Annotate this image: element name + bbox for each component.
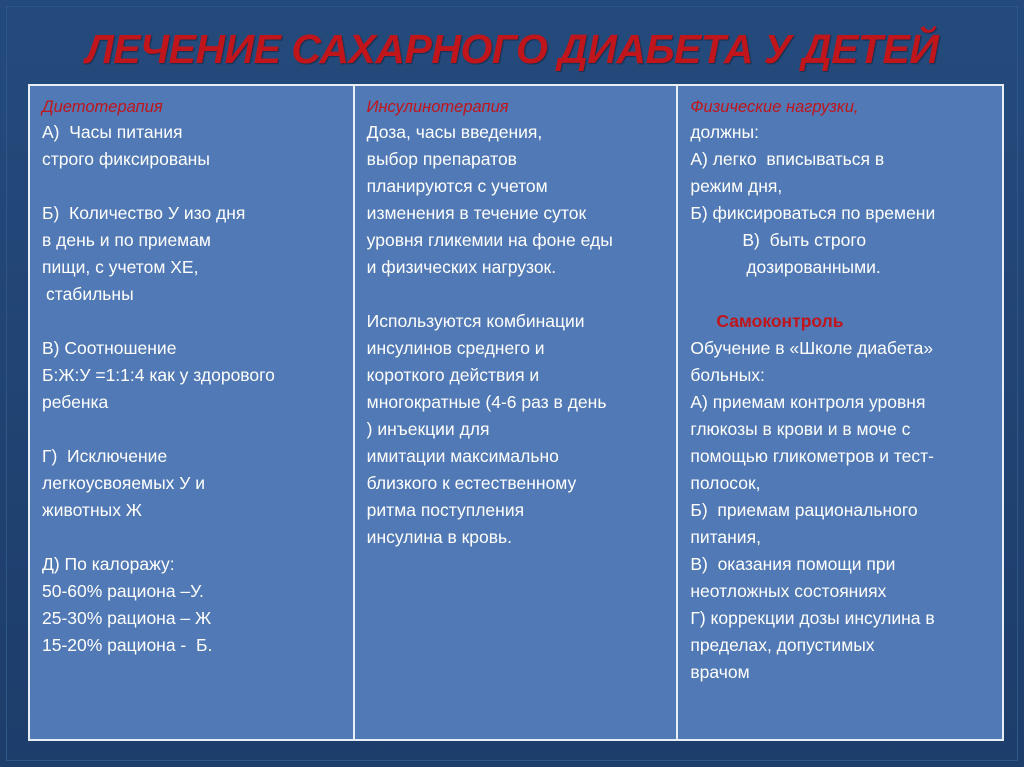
diet-line: А) Часы питания	[42, 122, 183, 142]
self-control-line: полосок,	[690, 473, 761, 493]
insulin-line: уровня гликемии на фоне еды	[366, 230, 613, 250]
diet-line: строго фиксированы	[42, 149, 210, 169]
self-control-line: Г) коррекции дозы инсулина в	[690, 608, 935, 628]
activity-line: режим дня,	[690, 176, 783, 196]
diet-line: в день и по приемам	[42, 230, 211, 250]
activity-line: Б) фиксироваться по времени	[690, 203, 936, 223]
diet-line: 50-60% рациона –У.	[42, 581, 204, 601]
insulin-line: изменения в течение суток	[366, 203, 587, 223]
activity-line: дозированными.	[746, 257, 881, 277]
activity-line: В) быть строго	[742, 230, 867, 250]
diet-therapy-header: Диетотерапия	[42, 98, 163, 116]
diet-line: стабильны	[46, 284, 134, 304]
diet-line: 25-30% рациона – Ж	[42, 608, 212, 628]
insulin-line: и физических нагрузок.	[366, 257, 557, 277]
self-control-line: больных:	[690, 365, 765, 385]
self-control-line: А) приемам контроля уровня	[690, 392, 926, 412]
diet-line: легкоусвояемых У и	[42, 473, 206, 493]
self-control-line: пределах, допустимых	[690, 635, 875, 655]
diet-line: Б:Ж:У =1:1:4 как у здорового	[42, 365, 275, 385]
diet-line: ребенка	[42, 392, 109, 412]
diet-line: пищи, с учетом ХЕ,	[42, 257, 199, 277]
self-control-line: неотложных состояниях	[690, 581, 887, 601]
insulin-line: многократные (4-6 раз в день	[366, 392, 607, 412]
physical-activity-column	[678, 86, 1002, 739]
insulin-line: Доза, часы введения,	[366, 122, 543, 142]
self-control-line: Обучение в «Школе диабета»	[690, 338, 934, 358]
treatment-table	[28, 84, 1004, 741]
insulin-line: планируются с учетом	[366, 176, 548, 196]
diet-line: Б) Количество У изо дня	[42, 203, 246, 223]
self-control-line: врачом	[690, 662, 750, 682]
diet-line: животных Ж	[42, 500, 142, 520]
insulin-line: имитации максимально	[366, 446, 559, 466]
self-control-line: питания,	[690, 527, 761, 547]
insulin-therapy-header: Инсулинотерапия	[366, 98, 509, 116]
insulin-line: выбор препаратов	[366, 149, 517, 169]
physical-activity-header: Физические нагрузки,	[690, 98, 859, 116]
activity-line: должны:	[690, 122, 759, 142]
insulin-line: инсулинов среднего и	[366, 338, 545, 358]
diet-therapy-column	[30, 86, 355, 739]
activity-line: А) легко вписываться в	[690, 149, 885, 169]
insulin-line: короткого действия и	[366, 365, 540, 385]
insulin-line: ритма поступления	[366, 500, 525, 520]
insulin-line: близкого к естественному	[366, 473, 577, 493]
self-control-line: помощью гликометров и тест-	[690, 446, 934, 466]
page-title: ЛЕЧЕНИЕ САХАРНОГО ДИАБЕТА У ДЕТЕЙ	[85, 26, 939, 72]
diet-line: В) Соотношение	[42, 338, 177, 358]
self-control-subheader: Самоконтроль	[716, 311, 844, 331]
self-control-line: Б) приемам рационального	[690, 500, 918, 520]
insulin-line: Используются комбинации	[366, 311, 585, 331]
insulin-line: ) инъекции для	[366, 419, 490, 439]
self-control-line: глюкозы в крови и в моче с	[690, 419, 911, 439]
self-control-line: В) оказания помощи при	[690, 554, 896, 574]
diet-line: Г) Исключение	[42, 446, 168, 466]
insulin-therapy-column	[355, 86, 679, 739]
diet-line: 15-20% рациона - Б.	[42, 635, 213, 655]
diet-line: Д) По калоражу:	[42, 554, 175, 574]
insulin-line: инсулина в кровь.	[366, 527, 513, 547]
